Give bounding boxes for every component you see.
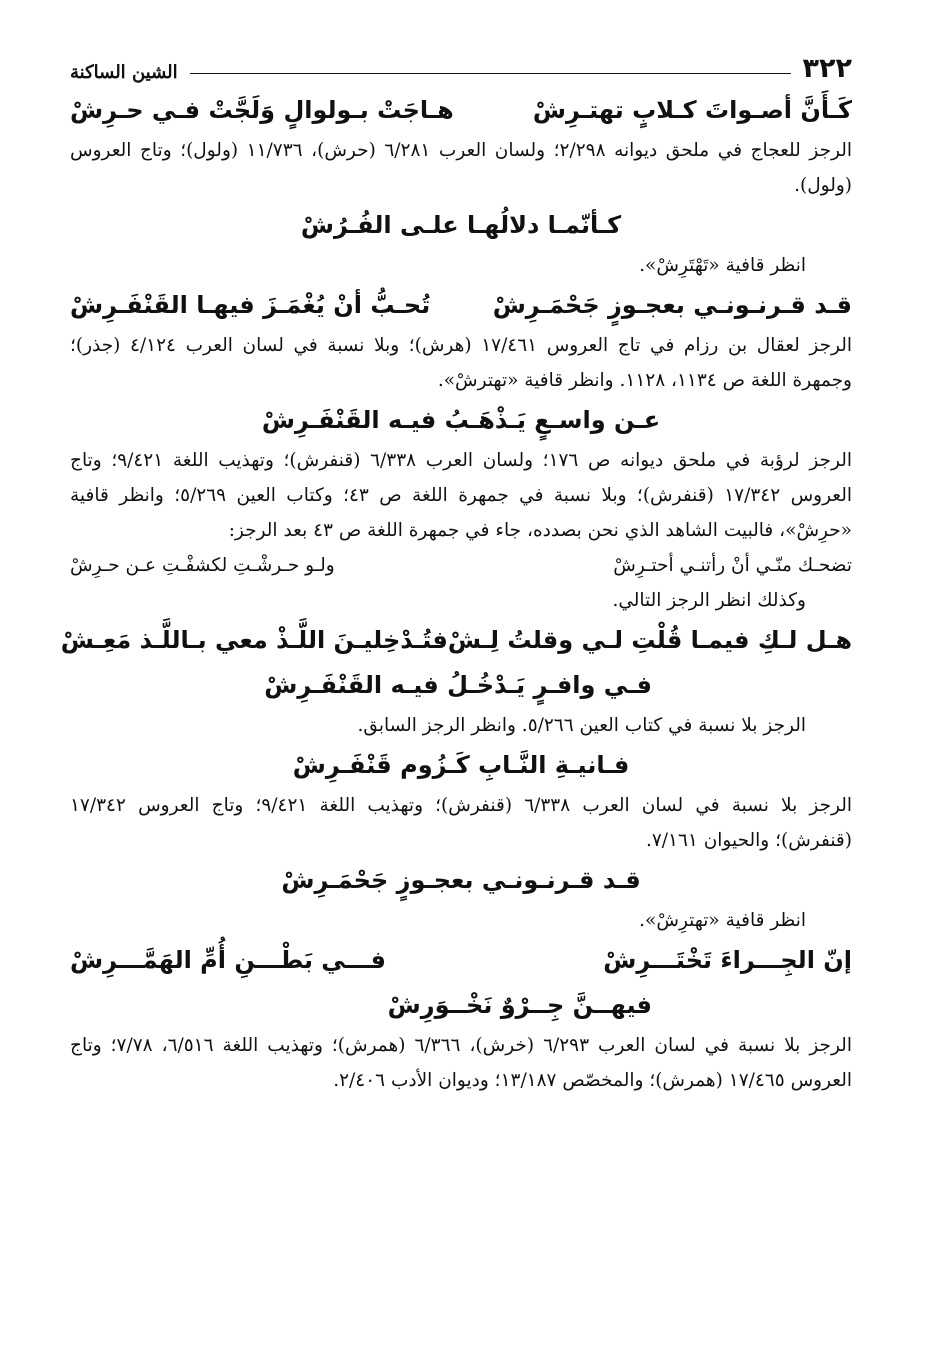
verse-first-hemistich: إنّ الجِـــراءَ تَخْتَـــرِشْ [603,946,852,974]
verse-line [70,203,852,248]
verse-text: فـي وافـرٍ يَـدْخُـلُ فيـه القَنْفَـرِشْ [264,671,652,699]
source-note: الرجز بلا نسبة في لسان العرب ٦/٣٣٨ (قنفرش)؛ وتهذيب اللغة ٩/٤٢١؛ وتاج العروس ١٧/٣٤٢ (قنفرش)؛ والحيوان ٧/١٦١. [70,795,852,851]
verse-second-hemistich: فتُـدْخِليـنَ اللَّـذْ معي بـاللَّـذ مَعِـشْ [60,626,448,654]
verse-first-hemistich: كَـأَنَّ أصـواتَ كـلابٍ تهتـرِشْ [532,96,852,124]
verse-line [70,938,852,983]
page-header [70,48,852,82]
verse-text: قـد قـرنـونـي بعجـوزٍ جَحْمَـرِشْ [281,866,641,894]
chapter-title: الشين الساكنة [70,62,178,83]
verse-text: فـانيـةِ النَّـابِ كَـزُوم قَنْفَـرِشْ [292,751,630,779]
source-note: الرجز لعقال بن رزام في تاج العروس ١٧/٤٦١ (هرش)؛ وبلا نسبة في لسان العرب ٤/١٢٤ (جذر)؛ وجمهرة اللغة ص ١١٣٤، ١١٢٨. وانظر قافية «تهترشْ». [70,335,852,391]
source-note: الرجز بلا نسبة في كتاب العين ٥/٢٦٦. وانظر الرجز السابق. [357,715,806,736]
cross-reference-note: وكذلك انظر الرجز التالي. [612,590,806,611]
source-note: الرجز للعجاج في ملحق ديوانه ٢/٢٩٨؛ ولسان العرب ٦/٢٨١ (حرش)، ١١/٧٣٦ (ولول)؛ وتاج العروس (ولول). [70,140,852,196]
cross-reference-note: انظر قافية «تَهْتَرِشْ». [639,255,806,276]
verse-line [60,618,852,663]
quoted-verse-line [70,548,852,583]
header-rule [190,73,791,74]
verse-second-hemistich: فـــي بَطْـــنِ أُمِّ الهَمَّـــرِشْ [70,946,386,974]
verse-line [70,858,852,903]
verse-line [70,283,852,328]
source-note: الرجز لرؤبة في ملحق ديوانه ص ١٧٦؛ ولسان العرب ٦/٣٣٨ (قنفرش)؛ وتهذيب اللغة ٩/٤٢١؛ وتاج العروس ١٧/٣٤٢ (قنفرش)؛ وبلا نسبة في جمهرة اللغة ص ٤٣؛ وكتاب العين ٥/٢٦٩؛ وانظر قافية «حرِشْ»، فالبيت الشاهد الذي نحن بصدده، جاء في جمهرة اللغة ص ٤٣ بعد الرجز: [70,450,853,541]
verse-text: فيهــنَّ جِــرْوٌ نَخْــوَرِشْ [387,991,652,1019]
cross-reference-note: انظر قافية «تهترِشْ». [639,910,806,931]
verse-text: كـأنّمـا دلالُهـا علـى الفُـرُشْ [300,211,622,239]
page-number: ٣٢٢ [802,53,852,84]
verse-line [70,663,852,708]
quoted-first-hemistich: تضحـك منّـي أنْ رأتنـي أحتـرِشْ [613,555,852,576]
verse-second-hemistich: تُحـبُّ أنْ يُغْمَـزَ فيهـا القَنْفَـرِشْ [70,291,431,319]
verse-line [70,398,852,443]
verse-second-hemistich: هـاجَتْ بـولوالٍ وَلَجَّتْ فـي حـرِشْ [70,96,454,124]
verse-line [70,743,852,788]
verse-line [70,88,852,133]
source-note: الرجز بلا نسبة في لسان العرب ٦/٢٩٣ (خرش)، ٦/٣٦٦ (همرش)؛ وتهذيب اللغة ٦/٥١٦، ٧/٧٨؛ وتاج العروس ١٧/٤٦٥ (همرش)؛ والمخصّص ١٣/١٨٧؛ وديوان الأدب ٢/٤٠٦. [70,1035,852,1091]
verse-first-hemistich: قـد قـرنـونـي بعجـوزٍ جَحْمَـرِشْ [492,291,852,319]
quoted-second-hemistich: ولـو حـرشْـتِ لكشفْـتِ عـن حـرِشْ [70,555,335,576]
verse-line [70,983,852,1028]
verse-text: عـن واسـعٍ يَـذْهَـبُ فيـه القَنْفَـرِشْ [261,406,661,434]
verse-first-hemistich: هـل لـكِ فيمـا قُلْتِ لـي وقلتُ لِـشْ [447,626,852,654]
